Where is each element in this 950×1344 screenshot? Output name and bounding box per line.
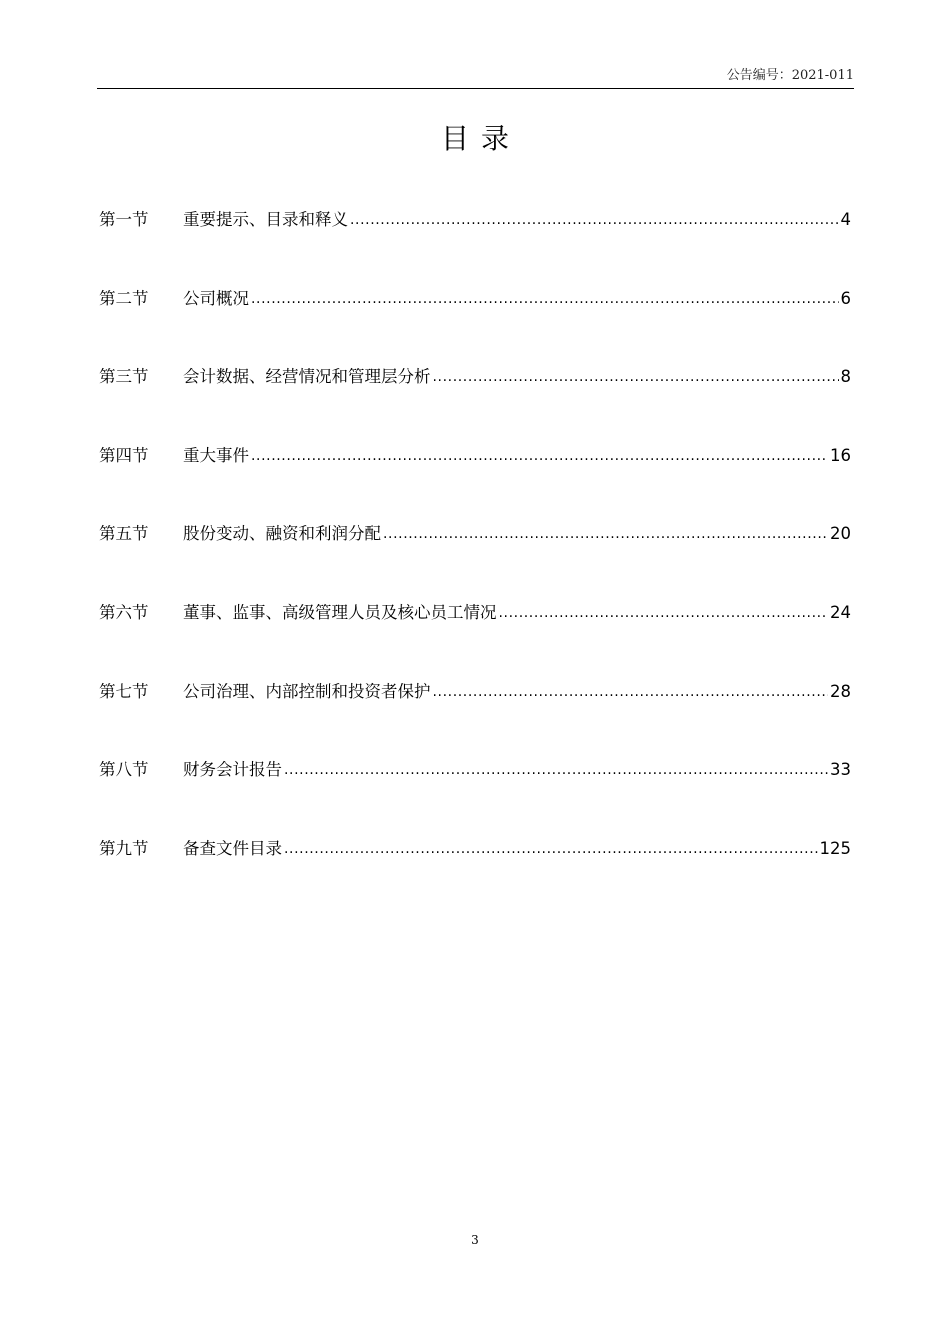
dot-leader: [284, 755, 828, 784]
toc-title: 目录: [440, 122, 521, 155]
toc-page-number: 33: [830, 760, 851, 780]
dot-leader: [350, 205, 839, 234]
toc-entry[interactable]: [99, 678, 851, 757]
toc-section-number: 第六节: [99, 602, 149, 622]
toc-entry[interactable]: [99, 756, 851, 835]
toc-page-number: 6: [840, 288, 851, 308]
toc-page-number: 16: [830, 445, 851, 465]
toc-section-number: 第七节: [99, 681, 149, 701]
toc-section-title: 公司治理、内部控制和投资者保护: [183, 681, 431, 701]
toc-entry[interactable]: [99, 599, 851, 678]
toc-page-number: 28: [830, 681, 851, 701]
toc-page-number: 4: [840, 210, 851, 229]
toc-section-title: 重要提示、目录和释义: [183, 210, 348, 229]
toc-section-number: 第八节: [99, 760, 149, 780]
toc-page-number: 8: [840, 367, 851, 387]
toc-section-number: 第五节: [99, 524, 149, 544]
toc-section-title: 重大事件: [183, 445, 249, 465]
toc-section-title: 董事、监事、高级管理人员及核心员工情况: [183, 602, 497, 622]
toc-section-number: 第三节: [99, 367, 149, 387]
toc-page-number: 125: [819, 838, 851, 858]
toc-page-number: 24: [830, 602, 851, 622]
toc-section-title: 股份变动、融资和利润分配: [183, 524, 381, 544]
dot-leader: [499, 598, 829, 627]
toc-entry[interactable]: [99, 835, 851, 914]
toc-section-number: 第二节: [99, 288, 149, 308]
announcement-number: 公告编号：2021-011: [726, 68, 854, 83]
toc-entry[interactable]: [99, 520, 851, 599]
dot-leader: [383, 519, 828, 548]
toc-section-number: 第一节: [99, 210, 149, 229]
dot-leader: [251, 441, 828, 470]
dot-leader: [433, 362, 839, 391]
dot-leader: [251, 284, 839, 313]
toc-section-title: 财务会计报告: [183, 760, 282, 780]
toc-entry[interactable]: [99, 285, 851, 364]
toc-entry[interactable]: [99, 442, 851, 521]
table-of-contents: [99, 206, 851, 913]
toc-page-number: 20: [830, 524, 851, 544]
toc-entry[interactable]: [99, 206, 851, 285]
toc-section-title: 备查文件目录: [183, 838, 282, 858]
toc-entry[interactable]: [99, 363, 851, 442]
toc-section-number: 第九节: [99, 838, 149, 858]
dot-leader: [284, 834, 818, 863]
toc-section-title: 会计数据、经营情况和管理层分析: [183, 367, 431, 387]
toc-section-number: 第四节: [99, 445, 149, 465]
dot-leader: [433, 677, 829, 706]
page-number: 3: [471, 1233, 479, 1247]
toc-section-title: 公司概况: [183, 288, 249, 308]
page-header: [97, 68, 854, 89]
